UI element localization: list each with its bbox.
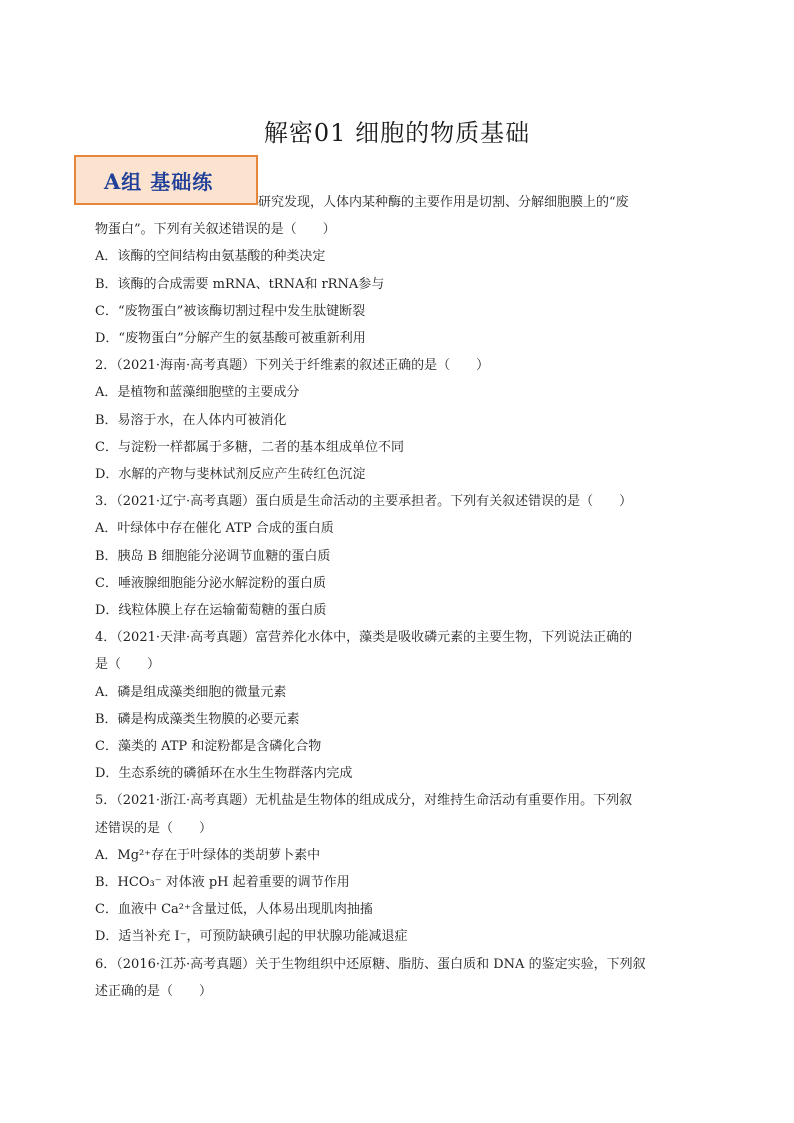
option-a: A．叶绿体中存在催化 ATP 合成的蛋白质 [95, 521, 334, 537]
option-a: A．该酶的空间结构由氨基酸的种类决定 [95, 249, 326, 265]
option-d: D．生态系统的磷循环在水生生物群落内完成 [95, 766, 353, 782]
option-b: B．胰岛 B 细胞能分泌调节血糖的蛋白质 [95, 548, 331, 564]
option-c: C．唾液腺细胞能分泌水解淀粉的蛋白质 [95, 575, 326, 591]
question-4 [95, 624, 700, 787]
section-badge-text: 组 基础练 [121, 169, 214, 194]
question-stem: 述正确的是（ ） [95, 983, 213, 999]
option-c: C．与淀粉一样都属于多糖，二者的基本组成单位不同 [95, 439, 404, 455]
question-stem: 5．（2021·浙江·高考真题）无机盐是生物体的组成成分，对维持生命活动有重要作用。下列叙 [95, 793, 633, 809]
option-d: D．线粒体膜上存在运输葡萄糖的蛋白质 [95, 603, 327, 619]
option-d: D．“废物蛋白”分解产生的氨基酸可被重新利用 [95, 331, 366, 347]
option-a: A．是植物和蓝藻细胞壁的主要成分 [95, 385, 300, 401]
option-c: C．藻类的 ATP 和淀粉都是含磷化合物 [95, 739, 322, 755]
question-3 [95, 488, 700, 624]
question-2 [95, 352, 700, 488]
option-a: A．Mg²⁺存在于叶绿体的类胡萝卜素中 [95, 847, 321, 863]
question-5 [95, 787, 700, 950]
option-b: B．HCO₃⁻ 对体液 pH 起着重要的调节作用 [95, 875, 350, 891]
section-badge [74, 155, 258, 205]
question-stem: 6．（2016·江苏·高考真题）关于生物组织中还原糖、脂肪、蛋白质和 DNA 的鉴定实验，下列叙 [95, 956, 646, 972]
question-6 [95, 951, 700, 1005]
question-list [95, 189, 700, 1005]
page-title: 解密01 细胞的物质基础 [263, 119, 531, 147]
option-b: B．该酶的合成需要 mRNA、tRNA和 rRNA参与 [95, 276, 385, 292]
option-a: A．磷是组成藻类细胞的微量元素 [95, 684, 287, 700]
question-stem: 3．（2021·辽宁·高考真题）蛋白质是生命活动的主要承担者。下列有关叙述错误的是（ ） [95, 494, 633, 510]
question-stem: 物蛋白”。下列有关叙述错误的是（ ） [95, 222, 336, 238]
question-stem: 述错误的是（ ） [95, 820, 213, 836]
option-b: B．易溶于水，在人体内可被消化 [95, 412, 287, 428]
section-badge-label [104, 166, 213, 195]
question-stem: 是（ ） [95, 657, 161, 673]
option-c: C．“废物蛋白”被该酶切割过程中发生肽键断裂 [95, 303, 366, 319]
question-1 [95, 189, 700, 352]
question-stem: 2．（2021·海南·高考真题）下列关于纤维素的叙述正确的是（ ） [95, 358, 490, 374]
question-stem: 4．（2021·天津·高考真题）富营养化水体中，藻类是吸收磷元素的主要生物，下列说法正确的 [95, 630, 633, 646]
option-d: D．适当补充 I⁻，可预防缺碘引起的甲状腺功能减退症 [95, 929, 408, 945]
option-d: D．水解的产物与斐林试剂反应产生砖红色沉淀 [95, 467, 366, 483]
option-b: B．磷是构成藻类生物膜的必要元素 [95, 711, 300, 727]
question-stem: 研究发现，人体内某种酶的主要作用是切割、分解细胞膜上的“废 [258, 195, 629, 210]
section-badge-letter: A [104, 168, 122, 194]
option-c: C．血液中 Ca²⁺含量过低，人体易出现肌肉抽搐 [95, 902, 373, 918]
